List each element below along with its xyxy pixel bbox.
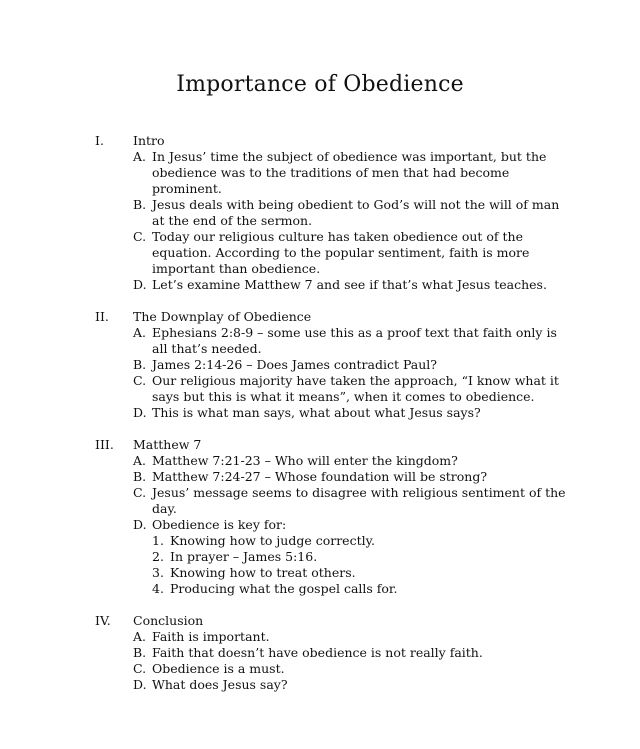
section-numeral: III. — [95, 437, 114, 452]
item-text: Obedience is key for: — [152, 517, 287, 532]
item-text: Matthew 7:24-27 – Whose foundation will be strong? — [152, 469, 488, 484]
item-text: Obedience is a must. — [152, 661, 285, 676]
page-title: Importance of Obedience — [176, 72, 464, 97]
section-numeral: I. — [95, 133, 104, 148]
subitem-text: Knowing how to treat others. — [170, 565, 356, 580]
item-text: In Jesus’ time the subject of obedience was important, but the obedience was to the traditions of men that had become prominent. — [152, 149, 547, 196]
subitem-number: 3. — [152, 565, 164, 580]
outline-subitem — [0, 581, 640, 597]
outline-item — [0, 677, 640, 693]
outline — [0, 133, 640, 709]
item-text: Let’s examine Matthew 7 and see if that’s what Jesus teaches. — [152, 277, 547, 292]
outline-item — [0, 453, 640, 469]
item-text: Ephesians 2:8-9 – some use this as a proof text that faith only is all that’s needed. — [152, 325, 557, 356]
section-numeral: II. — [95, 309, 109, 324]
item-letter: D. — [133, 677, 147, 692]
item-letter: A. — [133, 629, 147, 644]
section-title: The Downplay of Obedience — [133, 309, 312, 324]
outline-item — [0, 485, 640, 517]
outline-item — [0, 277, 640, 293]
item-letter: C. — [133, 485, 147, 500]
item-letter: D. — [133, 517, 147, 532]
section-intro — [0, 133, 640, 293]
section-heading — [0, 133, 640, 149]
item-letter: D. — [133, 277, 147, 292]
section-downplay — [0, 309, 640, 421]
section-heading — [0, 437, 640, 453]
outline-item — [0, 197, 640, 229]
item-text: James 2:14-26 – Does James contradict Paul? — [152, 357, 438, 372]
item-letter: A. — [133, 149, 147, 164]
section-numeral: IV. — [95, 613, 111, 628]
item-letter: B. — [133, 645, 147, 660]
item-text: Matthew 7:21-23 – Who will enter the kingdom? — [152, 453, 458, 468]
section-heading — [0, 613, 640, 629]
outline-item — [0, 149, 640, 197]
item-letter: B. — [133, 469, 147, 484]
outline-item — [0, 629, 640, 645]
outline-item — [0, 517, 640, 533]
subitem-text: Knowing how to judge correctly. — [170, 533, 375, 548]
outline-item — [0, 373, 640, 405]
outline-item — [0, 357, 640, 373]
item-letter: A. — [133, 325, 147, 340]
outline-item — [0, 645, 640, 661]
item-letter: C. — [133, 661, 147, 676]
item-text: This is what man says, what about what Jesus says? — [152, 405, 481, 420]
subitem-number: 2. — [152, 549, 164, 564]
outline-item — [0, 325, 640, 357]
item-text: Faith that doesn’t have obedience is not really faith. — [152, 645, 483, 660]
section-matthew-7 — [0, 437, 640, 597]
outline-subitem — [0, 565, 640, 581]
item-letter: B. — [133, 197, 147, 212]
item-letter: C. — [133, 373, 147, 388]
item-letter: C. — [133, 229, 147, 244]
item-letter: A. — [133, 453, 147, 468]
outline-subitem — [0, 533, 640, 549]
outline-subitem — [0, 549, 640, 565]
subitem-text: Producing what the gospel calls for. — [170, 581, 398, 596]
item-text: Our religious majority have taken the approach, “I know what it says but this is what it means”, when it comes to obedience. — [152, 373, 559, 404]
item-text: What does Jesus say? — [152, 677, 288, 692]
subitem-text: In prayer – James 5:16. — [170, 549, 318, 564]
section-title: Intro — [133, 133, 165, 148]
section-heading — [0, 309, 640, 325]
outline-item — [0, 405, 640, 421]
item-text: Today our religious culture has taken obedience out of the equation. According to the popular sentiment, faith is more important than obedience. — [152, 229, 530, 276]
outline-item — [0, 469, 640, 485]
item-text: Jesus’ message seems to disagree with religious sentiment of the day. — [152, 485, 566, 516]
outline-item — [0, 229, 640, 277]
section-title: Conclusion — [133, 613, 204, 628]
item-letter: D. — [133, 405, 147, 420]
item-text: Jesus deals with being obedient to God’s will not the will of man at the end of the sermon. — [152, 197, 560, 228]
section-title: Matthew 7 — [133, 437, 202, 452]
item-letter: B. — [133, 357, 147, 372]
subitem-number: 4. — [152, 581, 164, 596]
section-conclusion — [0, 613, 640, 693]
item-text: Faith is important. — [152, 629, 270, 644]
subitem-number: 1. — [152, 533, 164, 548]
outline-item — [0, 661, 640, 677]
